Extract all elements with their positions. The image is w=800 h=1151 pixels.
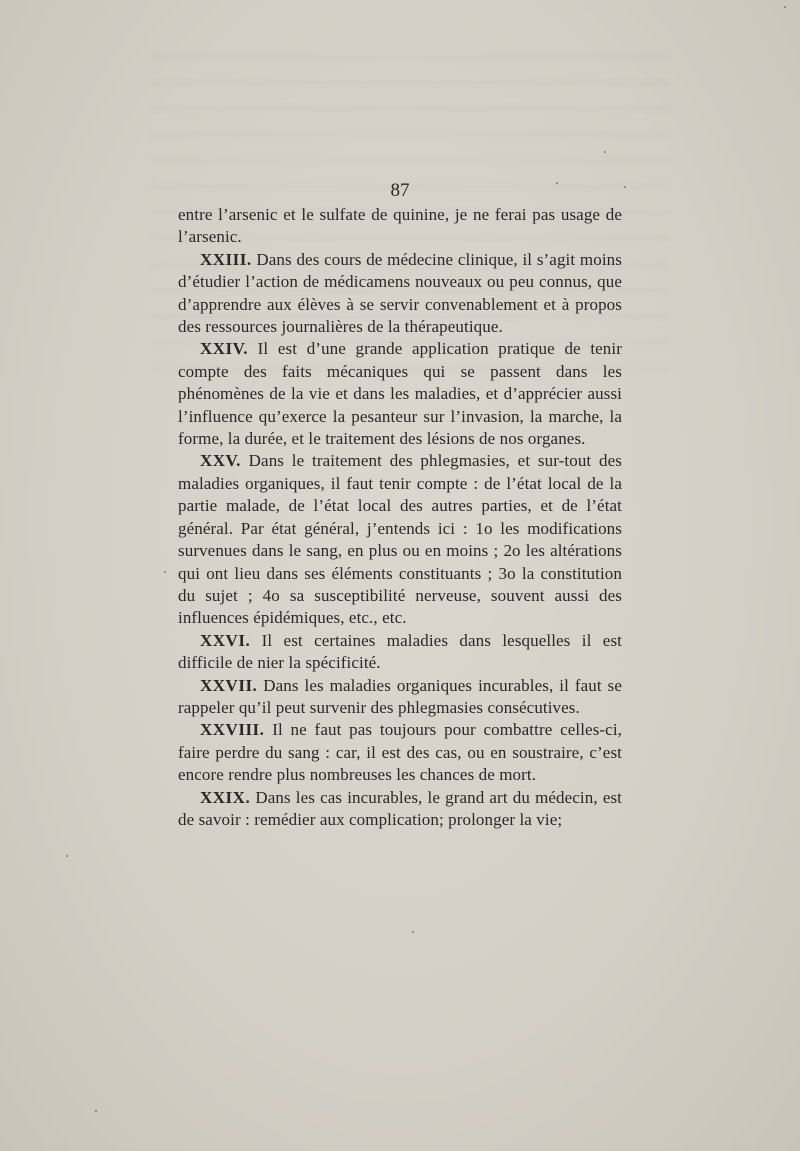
paper-speck	[556, 182, 558, 184]
paragraph-text: Il ne faut pas toujours pour combattre celles-ci, faire perdre du sang : car, il est des cas, ou en soustraire, c’est encore rendre plus nombreuses les chances de mort.	[178, 720, 622, 785]
paragraph-number: XXIII.	[200, 249, 252, 269]
page-number: 87	[390, 180, 410, 201]
paper-speck	[412, 931, 414, 933]
body-text	[178, 204, 622, 831]
paragraph-xxvii	[178, 675, 622, 720]
paragraph-text: Dans le traitement des phlegmasies, et sur-tout des maladies organiques, il faut tenir compte : de l’état local de la partie malade, de l’état local des autres parties, et de l’état général. Par état général, j’entends ici : 1o les modifications survenues dans le sang, en plus ou en moins ; 2o les altérations qui ont lieu dans ses éléments constituants ; 3o la constitution du sujet ; 4o sa susceptibilité nerveuse, souvent aussi des influences épidémiques, etc., etc.	[178, 451, 622, 628]
paragraph-xxv	[178, 450, 622, 629]
paragraph-number: XXIX.	[200, 787, 251, 807]
paragraph-text: Dans les cas incurables, le grand art du médecin, est de savoir : remédier aux complication; prolonger la vie;	[178, 787, 622, 829]
paragraph-xxviii	[178, 719, 622, 786]
paragraph-xxix	[178, 787, 622, 832]
paragraph-text: entre l’arsenic et le sulfate de quinine, je ne ferai pas usage de l’arsenic.	[178, 205, 622, 247]
paper-speck	[164, 571, 166, 573]
paper-speck	[624, 186, 626, 188]
paragraph-number: XXVI.	[200, 630, 251, 650]
paragraph-text: Dans les maladies organiques incurables, il faut se rappeler qu’il peut survenir des phlegmasies consécutives.	[178, 675, 622, 717]
paragraph-xxiv	[178, 338, 622, 450]
paper-speck	[66, 855, 68, 857]
paragraph-number: XXVII.	[200, 675, 258, 695]
paper-speck	[95, 1110, 97, 1112]
paragraph-xxvi	[178, 630, 622, 675]
paragraph-number: XXV.	[200, 451, 241, 471]
paper-speck	[604, 151, 606, 153]
paper-speck	[784, 6, 786, 8]
paragraph-number: XXIV.	[200, 339, 249, 359]
paragraph-text: Il est certaines maladies dans lesquelles il est difficile de nier la spécificité.	[178, 630, 622, 673]
paragraph-text: Dans des cours de médecine clinique, il s’agit moins d’étudier l’action de médicamens nouveaux ou peu connus, que d’apprendre aux élèves à se servir convenablement et à propos des ressources journalières de la thérapeutique.	[178, 249, 622, 337]
paragraph-continuation	[178, 204, 622, 249]
paragraph-number: XXVIII.	[200, 720, 265, 740]
paragraph-text: Il est d’une grande application pratique de tenir compte des faits mécaniques qui se passent dans les phénomènes de la vie et dans les maladies, et d’apprécier aussi l’influence qu’exerce la pesanteur sur l’invasion, la marche, la forme, la durée, et le traitement des lésions de nos organes.	[178, 339, 622, 449]
paragraph-xxiii	[178, 249, 622, 339]
